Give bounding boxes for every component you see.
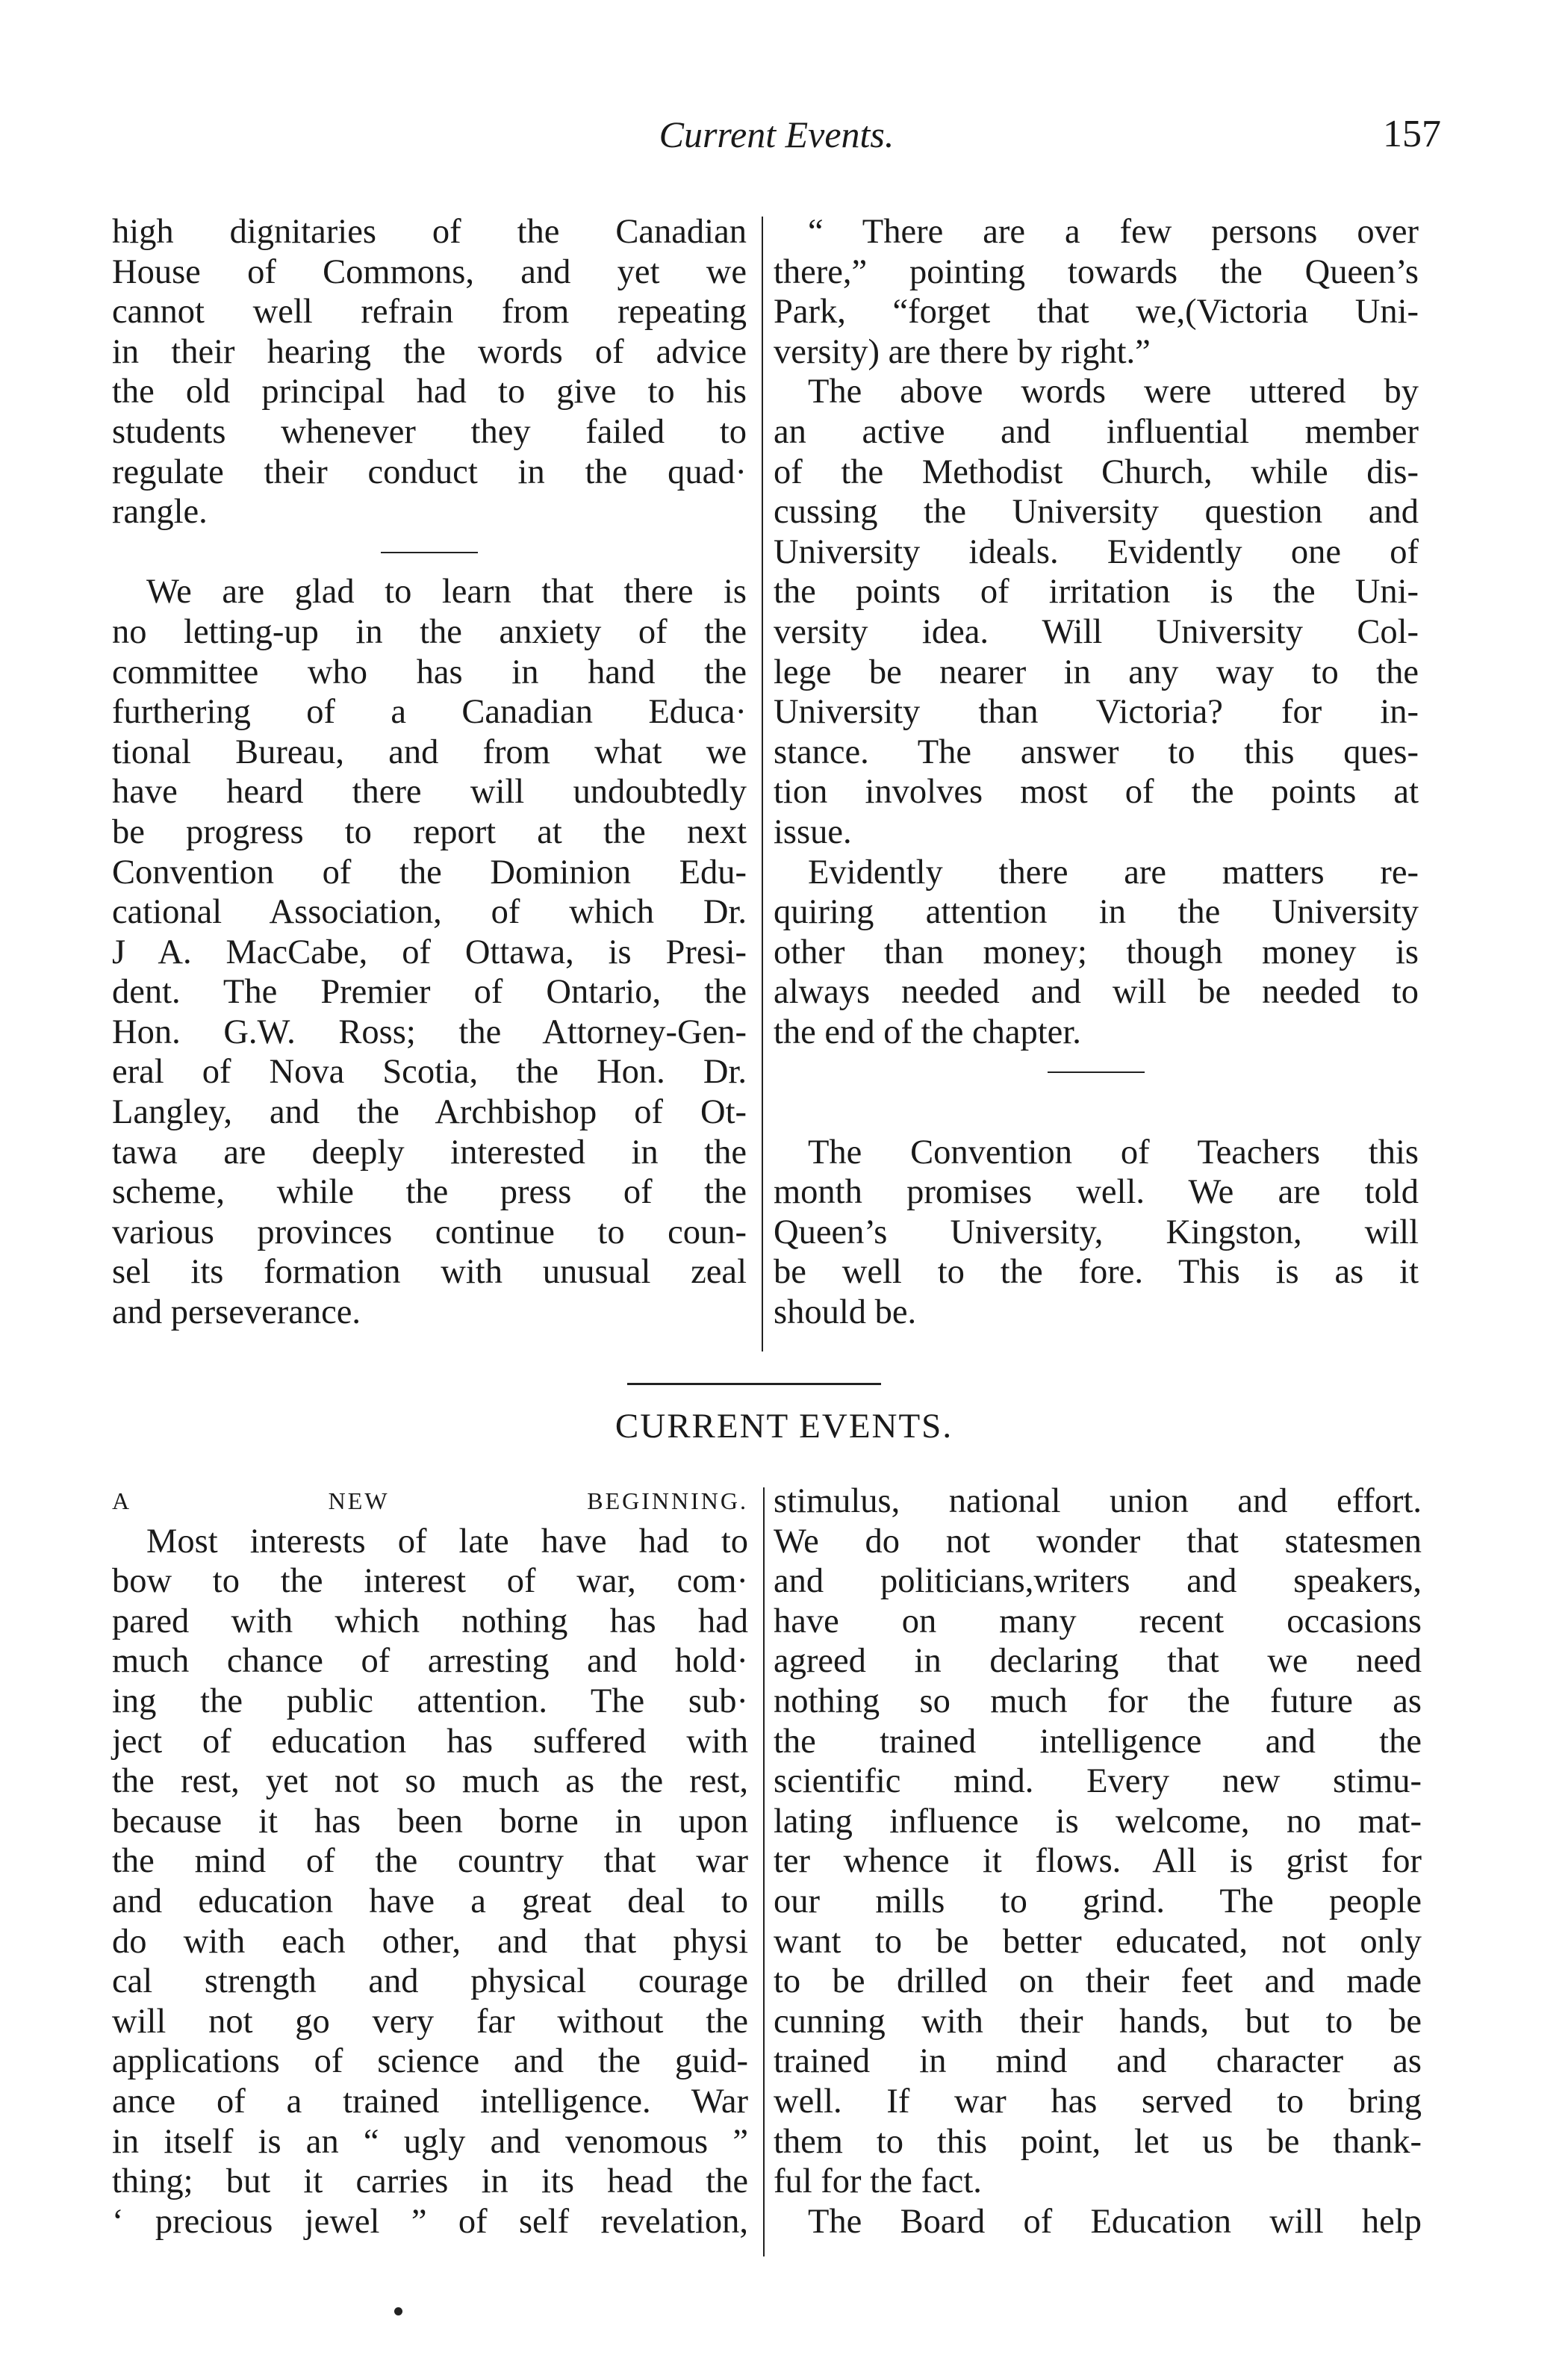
text-line: Hon. G.W. Ross; the Attorney-Gen- (112, 1013, 747, 1051)
text-line: ance of a trained intelligence. War (112, 2082, 748, 2121)
text-line: Convention of the Dominion Edu- (112, 853, 747, 892)
text-line: ful for the fact. (774, 2162, 982, 2201)
section-rule (627, 1383, 881, 1385)
text-line: Park, “forget that we,(Victoria Uni- (774, 293, 1419, 332)
text-line: to be drilled on their feet and made (774, 1962, 1422, 2001)
lower-column-divider (763, 1487, 765, 2256)
text-line: the trained intelligence and the (774, 1722, 1422, 1761)
text-line: the old principal had to give to his (112, 373, 747, 411)
text-line: Evidently there are matters re- (808, 853, 1419, 892)
text-line: want to be better educated, not only (774, 1922, 1422, 1961)
text-line: “ There are a few persons over (808, 213, 1419, 251)
text-line: should be. (774, 1293, 917, 1332)
text-line: stimulus, national union and effort. (774, 1482, 1422, 1520)
text-line: much chance of arresting and hold· (112, 1642, 748, 1681)
text-line: House of Commons, and yet we (112, 252, 747, 291)
text-line: cational Association, of which Dr. (112, 893, 747, 932)
text-line: scientific mind. Every new stimu- (774, 1762, 1422, 1801)
lower-right-column (774, 1481, 1422, 2242)
text-line: and perseverance. (112, 1293, 361, 1332)
text-line: versity idea. Will University Col- (774, 612, 1419, 651)
lower-left-column (112, 1481, 748, 2242)
text-line: committee who has in hand the (112, 653, 747, 691)
text-line: cussing the University question and (774, 493, 1419, 532)
article-subheading: A NEW BEGINNING. (112, 1487, 748, 1514)
text-line: Queen’s University, Kingston, will (774, 1213, 1419, 1251)
text-line: The Convention of Teachers this (808, 1133, 1419, 1172)
text-line: month promises well. We are told (774, 1173, 1419, 1212)
text-line: will not go very far without the (112, 2002, 748, 2041)
text-line: rangle. (112, 493, 208, 532)
short-divider-rule (774, 1052, 1419, 1092)
text-line: J A. MacCabe, of Ottawa, is Presi- (112, 933, 747, 971)
text-line: and politicians,writers and speakers, (774, 1562, 1422, 1601)
text-line: tional Bureau, and from what we (112, 732, 747, 771)
upper-right-column (774, 212, 1419, 1333)
text-line: well. If war has served to bring (774, 2082, 1422, 2121)
text-line: of the Methodist Church, while dis- (774, 452, 1419, 491)
text-line: The Board of Education will help (808, 2202, 1422, 2241)
text-line: applications of science and the guid- (112, 2042, 748, 2081)
text-line: in their hearing the words of advice (112, 332, 747, 371)
text-line: and education have a great deal to (112, 1882, 748, 1920)
text-line: trained in mind and character as (774, 2042, 1422, 2081)
text-line: various provinces continue to coun- (112, 1213, 747, 1251)
text-line: always needed and will be needed to (774, 973, 1419, 1012)
text-line: University than Victoria? for in- (774, 693, 1419, 732)
text-line: We are glad to learn that there is (146, 573, 747, 612)
text-line: other than money; though money is (774, 933, 1419, 971)
text-line: pared with which nothing has had (112, 1602, 748, 1640)
text-line: We do not wonder that statesmen (774, 1522, 1422, 1561)
text-line: dent. The Premier of Ontario, the (112, 973, 747, 1012)
text-line: them to this point, let us be thank- (774, 2122, 1422, 2161)
text-line: sel its formation with unusual zeal (112, 1253, 747, 1292)
text-line: furthering of a Canadian Educa· (112, 693, 747, 732)
text-line: eral of Nova Scotia, the Hon. Dr. (112, 1053, 747, 1092)
text-line: Langley, and the Archbishop of Ot- (112, 1093, 747, 1132)
text-line: lege be nearer in any way to the (774, 653, 1419, 691)
text-line: ject of education has suffered with (112, 1722, 748, 1761)
text-line: lating influence is welcome, no mat- (774, 1802, 1422, 1841)
text-line: stance. The answer to this ques- (774, 732, 1419, 771)
text-line: do with each other, and that physi (112, 1922, 748, 1961)
text-line: tawa are deeply interested in the (112, 1133, 747, 1172)
short-divider-rule (112, 532, 747, 573)
text-line: thing; but it carries in its head the (112, 2162, 748, 2201)
text-line: The above words were uttered by (808, 373, 1419, 411)
text-line: versity) are there by right.” (774, 332, 1151, 371)
text-line: University ideals. Evidently one of (774, 532, 1419, 571)
text-line: cunning with their hands, but to be (774, 2002, 1422, 2041)
text-line: students whenever they failed to (112, 412, 747, 451)
text-line: the points of irritation is the Uni- (774, 573, 1419, 612)
text-line: have heard there will undoubtedly (112, 773, 747, 812)
text-line: there,” pointing towards the Queen’s (774, 252, 1419, 291)
text-line: have on many recent occasions (774, 1602, 1422, 1640)
running-title: Current Events. (659, 113, 895, 155)
text-line: issue. (774, 812, 852, 851)
text-line: be well to the fore. This is as it (774, 1253, 1419, 1292)
text-line: the end of the chapter. (774, 1013, 1081, 1051)
text-line: nothing so much for the future as (774, 1682, 1422, 1720)
text-line: agreed in declaring that we need (774, 1642, 1422, 1681)
text-line: the mind of the country that war (112, 1842, 748, 1881)
text-line: cannot well refrain from repeating (112, 293, 747, 332)
text-line: an active and influential member (774, 412, 1419, 451)
text-line: tion involves most of the points at (774, 773, 1419, 812)
text-line: quiring attention in the University (774, 893, 1419, 932)
text-line: because it has been borne in upon (112, 1802, 748, 1841)
text-line: in itself is an “ ugly and venomous ” (112, 2122, 748, 2161)
text-line: scheme, while the press of the (112, 1173, 747, 1212)
text-line: regulate their conduct in the quad· (112, 452, 747, 491)
upper-column-divider (762, 217, 763, 1351)
text-line: the rest, yet not so much as the rest, (112, 1762, 748, 1801)
text-line: be progress to report at the next (112, 812, 747, 851)
paragraph-gap (774, 1092, 1419, 1133)
text-line: ‘ precious jewel ” of self revelation, (112, 2202, 748, 2241)
printer-mark (394, 2307, 402, 2315)
text-line: ing the public attention. The sub· (112, 1682, 748, 1720)
section-title: CURRENT EVENTS. (615, 1407, 953, 1446)
page-number: 157 (1383, 113, 1441, 155)
upper-left-column (112, 212, 747, 1333)
text-line: ter whence it flows. All is grist for (774, 1842, 1422, 1881)
text-line: cal strength and physical courage (112, 1962, 748, 2001)
text-line: high dignitaries of the Canadian (112, 213, 747, 251)
text-line: no letting-up in the anxiety of the (112, 612, 747, 651)
text-line: our mills to grind. The people (774, 1882, 1422, 1920)
text-line: Most interests of late have had to (146, 1522, 748, 1561)
text-line: bow to the interest of war, com· (112, 1562, 748, 1601)
